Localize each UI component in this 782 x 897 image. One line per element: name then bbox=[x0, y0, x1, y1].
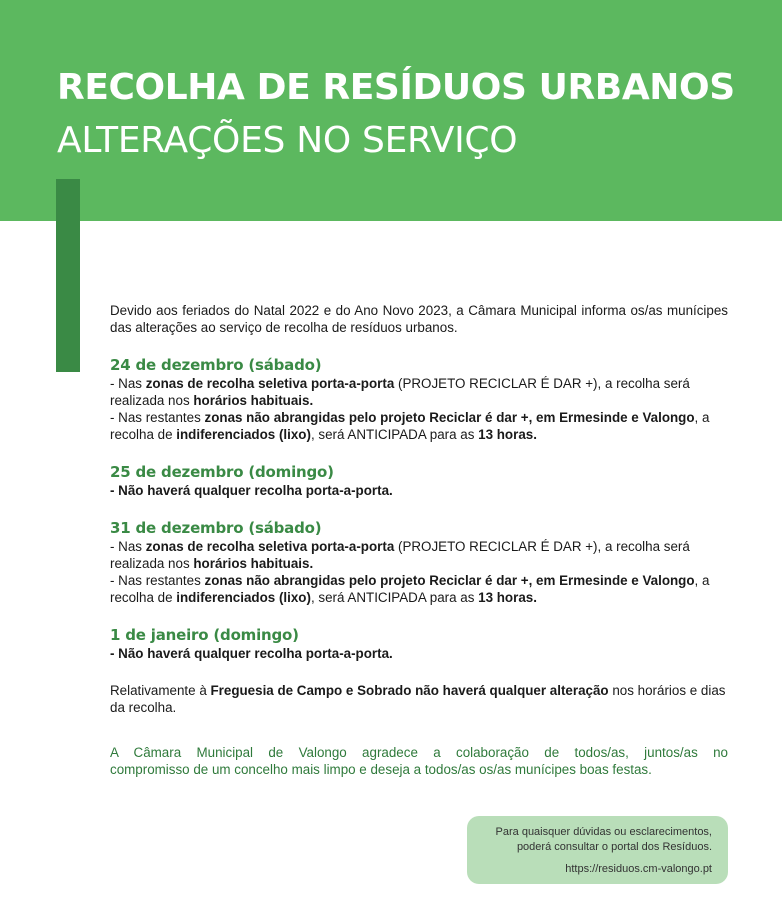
section-paragraph bbox=[110, 572, 728, 606]
contact-line: Para quaisquer dúvidas ou esclarecimentos, bbox=[495, 826, 712, 838]
bold-run: zonas não abrangidas pelo projeto Reciclar é dar +, em Ermesinde e Valongo bbox=[204, 410, 695, 425]
text-run: nos horários e dias da recolha. bbox=[110, 683, 726, 715]
section-dec-24 bbox=[110, 356, 728, 443]
section-title: 24 de dezembro (sábado) bbox=[110, 356, 322, 374]
notice-body bbox=[110, 302, 728, 778]
section-paragraph bbox=[110, 375, 728, 409]
bold-run: 13 horas. bbox=[478, 427, 537, 442]
text-run: - Nas bbox=[110, 376, 146, 391]
contact-box bbox=[467, 816, 728, 884]
text-run: (PROJETO RECICLAR É DAR +), a recolha será realizada nos bbox=[110, 539, 690, 571]
section-title: 31 de dezembro (sábado) bbox=[110, 519, 322, 537]
text-run: - Nas restantes bbox=[110, 573, 205, 588]
accent-bar bbox=[56, 179, 80, 372]
text-run: , será ANTICIPADA para as bbox=[310, 427, 479, 442]
text-run: , a recolha de bbox=[110, 410, 710, 442]
campo-sobrado-note bbox=[110, 682, 728, 716]
section-jan-1 bbox=[110, 626, 728, 662]
bold-run: horários habituais. bbox=[193, 393, 314, 408]
bold-run: 13 horas. bbox=[478, 590, 537, 605]
section-dec-25 bbox=[110, 463, 728, 499]
text-run: , será ANTICIPADA para as bbox=[310, 590, 479, 605]
bold-run: Freguesia de Campo e Sobrado não haverá qualquer alteração bbox=[210, 683, 609, 698]
header-band bbox=[0, 0, 782, 221]
contact-line: poderá consultar o portal dos Resíduos. bbox=[516, 841, 712, 853]
text-run: (PROJETO RECICLAR É DAR +), a recolha será realizada nos bbox=[110, 376, 690, 408]
section-title: 1 de janeiro (domingo) bbox=[110, 626, 299, 644]
closing-line: compromisso de um concelho mais limpo e deseja a todos/as os/as munícipes boas festas. bbox=[110, 762, 652, 777]
text-run: - Nas restantes bbox=[110, 410, 205, 425]
bold-run: zonas não abrangidas pelo projeto Reciclar é dar +, em Ermesinde e Valongo bbox=[204, 573, 695, 588]
bold-run: horários habituais. bbox=[193, 556, 314, 571]
bold-run: indiferenciados (lixo) bbox=[176, 590, 311, 605]
text-run: - Nas bbox=[110, 539, 146, 554]
page-title: RECOLHA DE RESÍDUOS URBANOS bbox=[57, 67, 735, 108]
section-title: 25 de dezembro (domingo) bbox=[110, 463, 334, 481]
section-paragraph bbox=[110, 538, 728, 572]
section-dec-31 bbox=[110, 519, 728, 606]
section-paragraph bbox=[110, 482, 728, 499]
bold-run: indiferenciados (lixo) bbox=[176, 427, 311, 442]
portal-link[interactable]: https://residuos.cm-valongo.pt bbox=[565, 863, 712, 875]
bold-run: zonas de recolha seletiva porta-a-porta bbox=[145, 539, 395, 554]
bold-run: - Não haverá qualquer recolha porta-a-porta. bbox=[110, 483, 393, 498]
section-paragraph bbox=[110, 645, 728, 662]
section-paragraph bbox=[110, 409, 728, 443]
page-subtitle: ALTERAÇÕES NO SERVIÇO bbox=[57, 120, 518, 161]
bold-run: zonas de recolha seletiva porta-a-porta bbox=[145, 376, 395, 391]
intro-paragraph: Devido aos feriados do Natal 2022 e do Ano Novo 2023, a Câmara Municipal informa os/as munícipes das alterações ao serviço de recolha de resíduos urbanos. bbox=[110, 303, 728, 335]
closing-message bbox=[110, 744, 728, 778]
text-run: Relativamente à bbox=[110, 683, 211, 698]
text-run: , a recolha de bbox=[110, 573, 710, 605]
closing-line: A Câmara Municipal de Valongo agradece a colaboração de todos/as, juntos/as no bbox=[110, 745, 728, 760]
bold-run: - Não haverá qualquer recolha porta-a-porta. bbox=[110, 646, 393, 661]
